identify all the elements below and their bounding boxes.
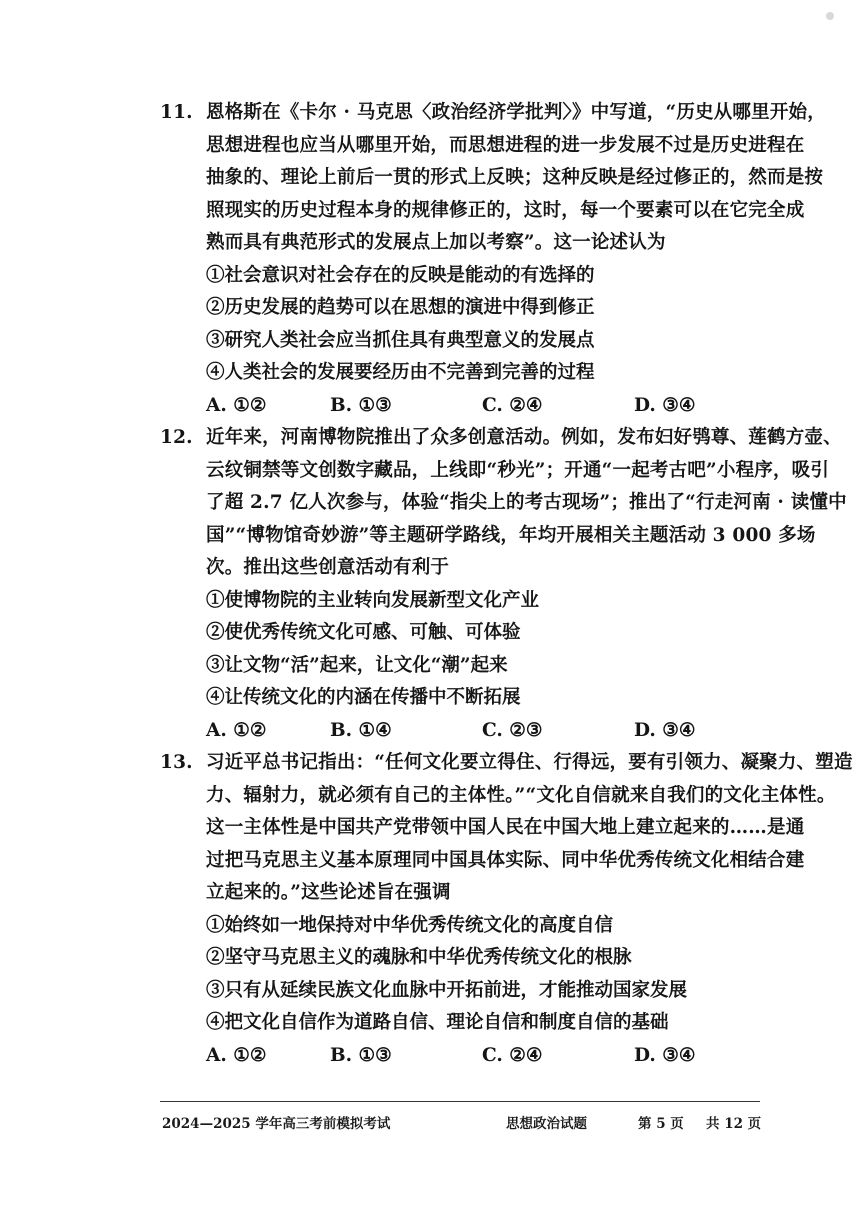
statement-option: ③只有从延续民族文化血脉中开拓前进，才能推动国家发展 xyxy=(206,979,688,1001)
statement-option: ②历史发展的趋势可以在思想的演进中得到修正 xyxy=(206,297,595,318)
question-stem-line xyxy=(160,422,842,455)
choice-a: A. ①② xyxy=(206,719,267,741)
question-stem-text: 习近平总书记指出：“任何文化要立得住、行得远，要有引领力、凝聚力、塑造 xyxy=(206,752,853,773)
choice-d: D. ③④ xyxy=(634,719,696,741)
question-stem-text: 近年来，河南博物院推出了众多创意活动。例如，发布妇好鸮尊、莲鹤方壶、 xyxy=(206,427,842,448)
footer-divider xyxy=(160,1101,760,1102)
question-stem-line: 次。推出这些创意活动有利于 xyxy=(206,557,450,578)
statement-option: ③研究人类社会应当抓住具有典型意义的发展点 xyxy=(206,329,595,351)
choice-b: B. ①④ xyxy=(330,719,392,741)
statement-option: ④人类社会的发展要经历由不完善到完善的过程 xyxy=(206,362,595,383)
question-11 xyxy=(160,97,826,422)
choice-d: D. ③④ xyxy=(634,394,696,416)
statement-option: ③让文物“活”起来，让文化“潮”起来 xyxy=(206,654,508,676)
question-stem-line: 了超 2.7 亿人次参与，体验“指尖上的考古现场”；推出了“行走河南 · 读懂中 xyxy=(206,492,847,513)
choice-c: C. ②④ xyxy=(482,1044,543,1066)
choice-b: B. ①③ xyxy=(330,1044,392,1066)
question-stem-line: 立起来的。”这些论述旨在强调 xyxy=(206,882,451,903)
choice-c: C. ②③ xyxy=(482,719,543,741)
page-number: 第 5 页 xyxy=(638,1116,684,1132)
statement-option: ②坚守马克思主义的魂脉和中华优秀传统文化的根脉 xyxy=(206,947,632,968)
statement-option: ①社会意识对社会存在的反映是能动的有选择的 xyxy=(206,264,595,286)
question-stem-line: 过把马克思主义基本原理同中国具体实际、同中华优秀传统文化相结合建 xyxy=(206,849,805,871)
choice-b: B. ①③ xyxy=(330,394,392,416)
exam-title: 2024—2025 学年高三考前模拟考试 xyxy=(162,1116,391,1132)
question-stem-line: 国”“博物馆奇妙游”等主题研学路线，年均开展相关主题活动 3 000 多场 xyxy=(206,524,816,546)
statement-option: ④让传统文化的内涵在传播中不断拓展 xyxy=(206,687,521,708)
choice-c: C. ②④ xyxy=(482,394,543,416)
question-number: 13. xyxy=(160,752,193,773)
statement-option: ②使优秀传统文化可感、可触、可体验 xyxy=(206,622,521,643)
question-12 xyxy=(160,422,847,747)
page-total: 共 12 页 xyxy=(706,1116,762,1132)
question-stem-text: 恩格斯在《卡尔 · 马克思〈政治经济学批判〉》中写道，“历史从哪里开始， xyxy=(206,102,826,123)
answer-choices xyxy=(160,390,780,423)
answer-choices xyxy=(160,715,780,748)
question-number: 11. xyxy=(160,102,193,123)
subject-title: 思想政治试题 xyxy=(506,1116,587,1132)
question-stem-line: 力、辐射力，就必须有自己的主体性。”“文化自信就来自我们的文化主体性。 xyxy=(206,784,836,806)
question-stem-line: 云纹铜禁等文创数字藏品，上线即“秒光”；开通“一起考古吧”小程序，吸引 xyxy=(206,459,830,481)
statement-option: ①使博物院的主业转向发展新型文化产业 xyxy=(206,589,540,611)
statement-option: ④把文化自信作为道路自信、理论自信和制度自信的基础 xyxy=(206,1012,669,1033)
question-stem-line: 思想进程也应当从哪里开始，而思想进程的进一步发展不过是历史进程在 xyxy=(206,134,805,156)
question-stem-line xyxy=(160,747,853,780)
question-stem-line: 这一主体性是中国共产党带领中国人民在中国大地上建立起来的……是通 xyxy=(206,817,805,838)
question-13 xyxy=(160,747,853,1072)
statement-option: ①始终如一地保持对中华优秀传统文化的高度自信 xyxy=(206,914,614,936)
scan-speck xyxy=(826,12,834,20)
question-stem-line: 抽象的、理论上前后一贯的形式上反映；这种反映是经过修正的，然而是按 xyxy=(206,167,824,188)
question-number: 12. xyxy=(160,427,193,448)
choice-a: A. ①② xyxy=(206,394,267,416)
answer-choices xyxy=(160,1040,780,1073)
question-stem-line xyxy=(160,97,826,130)
question-stem-line: 熟而具有典范形式的发展点上加以考察”。这一论述认为 xyxy=(206,232,666,253)
choice-d: D. ③④ xyxy=(634,1044,696,1066)
question-stem-line: 照现实的历史过程本身的规律修正的，这时，每一个要素可以在它完全成 xyxy=(206,199,805,221)
choice-a: A. ①② xyxy=(206,1044,267,1066)
